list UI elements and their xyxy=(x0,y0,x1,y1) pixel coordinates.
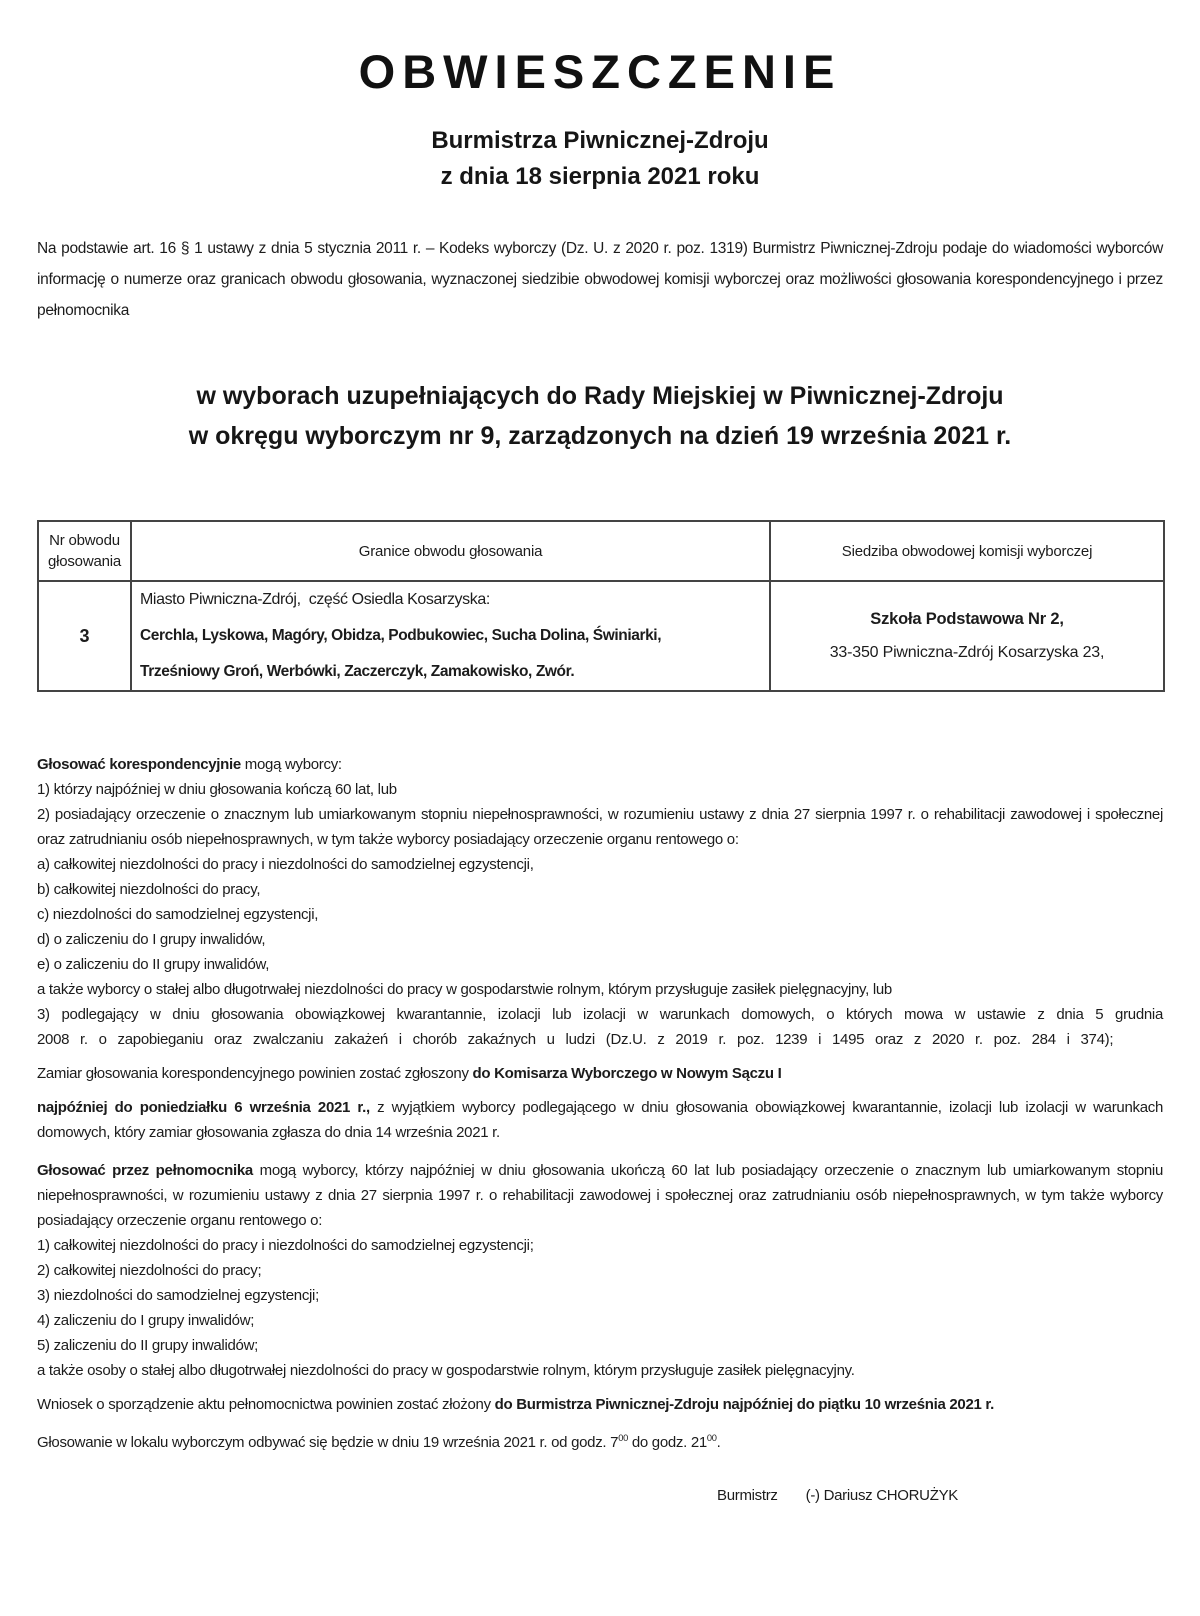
seat-name: Szkoła Podstawowa Nr 2, xyxy=(870,610,1064,628)
subtitle-date: z dnia 18 sierpnia 2021 roku xyxy=(440,163,760,190)
district-boundaries-cell xyxy=(131,581,770,691)
signature-role: Burmistrz xyxy=(717,1487,778,1504)
proxy-lead xyxy=(37,1158,1163,1233)
correspondence-voting-section xyxy=(37,752,1163,1145)
list-item-2: 2) posiadający orzeczenie o znacznym lub umiarkowanym stopniu niepełnosprawności, w rozumieniu ustawy z dnia 27 sierpnia 1997 r. o rehabilitacji zawodowej i społecznej oraz zatrudnianiu osób niepełnosprawnych, w tym także wyborcy posiadający orzeczenie organu rentowego o: xyxy=(37,806,1163,848)
voting-hours-text-2: do godz. 21 xyxy=(627,1434,707,1451)
boundaries-localities-2: Trześniowy Groń, Werbówki, Zaczerczyk, Zamakowisko, Zwór. xyxy=(140,663,575,680)
col-header-district-number: Nr obwodu głosowania xyxy=(38,521,131,581)
list-item-3: 3) podlegający w dniu głosowania obowiązkowej kwarantannie, izolacji lub izolacji w warunkach domowych, o których mowa w ustawie z dnia 5 grudnia 2008 r. o zapobieganiu oraz zwalczaniu zakażeń i chorób zakaźnych u ludzi (Dz.U. z 2019 r. poz. 1239 i 1495 oraz z 2020 r. poz. 284 i 374); xyxy=(37,1006,1163,1048)
correspondence-lead-bold: Głosować korespondencyjnie xyxy=(37,756,241,773)
table-header-row xyxy=(38,521,1164,581)
proxy-request-line xyxy=(37,1392,1163,1417)
col-header-boundaries: Granice obwodu głosowania xyxy=(131,521,770,581)
list-item-e: e) o zaliczeniu do II grupy inwalidów, xyxy=(37,956,270,973)
signature-name: (-) Dariusz CHORUŻYK xyxy=(805,1487,958,1504)
election-heading-line2: w okręgu wyborczym nr 9, zarządzonych na dzień 19 września 2021 r. xyxy=(188,422,1012,450)
voting-hours-line xyxy=(37,1430,1163,1455)
proxy-farm-workers-note: a także osoby o stałej albo długotrwałej niezdolności do pracy w gospodarstwie rolnym, którym przysługuje zasiłek pielęgnacyjny. xyxy=(37,1362,855,1379)
document-title: OBWIESZCZENIE xyxy=(358,45,842,98)
subtitle-issuer: Burmistrza Piwnicznej-Zdroju xyxy=(431,127,769,154)
signature-line xyxy=(37,1483,1163,1508)
farm-workers-note: a także wyborcy o stałej albo długotrwałej niezdolności do pracy w gospodarstwie rolnym, którym przysługuje zasiłek pielęgnacyjny, lub xyxy=(37,981,892,998)
announcement-document xyxy=(0,44,1200,1508)
list-item-a: a) całkowitej niezdolności do pracy i niezdolności do samodzielnej egzystencji, xyxy=(37,856,534,873)
correspondence-lead-rest: mogą wyborcy: xyxy=(240,756,342,773)
polling-district-table xyxy=(37,520,1165,692)
deadline-paragraph xyxy=(37,1095,1163,1145)
list-item-b: b) całkowitej niezdolności do pracy, xyxy=(37,881,261,898)
proxy-lead-bold: Głosować przez pełnomocnika xyxy=(37,1162,253,1179)
commission-seat-cell xyxy=(770,581,1164,691)
proxy-item-2: 2) całkowitej niezdolności do pracy; xyxy=(37,1262,262,1279)
election-heading xyxy=(37,376,1163,456)
proxy-lead-rest: mogą wyborcy, którzy najpóźniej w dniu głosowania ukończą 60 lat lub posiadający orzeczenie o znacznym lub umiarkowanym stopniu niepełnosprawności, w rozumieniu ustawy z dnia 27 sierpnia 1997 r. o rehabilitacji zawodowej i społecznej oraz zatrudnianiu osób niepełnosprawnych, w tym także wyborcy posiadający orzeczenie organu rentowego o: xyxy=(37,1162,1163,1229)
proxy-voting-section xyxy=(37,1158,1163,1508)
voting-hours-text-3: . xyxy=(716,1434,721,1451)
list-item-d: d) o zaliczeniu do I grupy inwalidów, xyxy=(37,931,266,948)
correspondence-lead xyxy=(37,752,1163,777)
deadline-bold-text: najpóźniej do poniedziałku 6 września 2021 r., xyxy=(37,1099,370,1116)
intro-paragraph: Na podstawie art. 16 § 1 ustawy z dnia 5 stycznia 2011 r. – Kodeks wyborczy (Dz. U. z 2020 r. poz. 1319) Burmistrz Piwnicznej-Zdroju podaje do wiadomości wyborców informację o numerze oraz granicach obwodu głosowania, wyznaczonej siedzibie obwodowej komisji wyborczej oraz możliwości głosowania korespondencyjnego i przez pełnomocnika xyxy=(37,240,1163,319)
boundaries-intro: Miasto Piwniczna-Zdrój, część Osiedla Kosarzyska: xyxy=(140,591,490,608)
list-item-1: 1) którzy najpóźniej w dniu głosowania kończą 60 lat, lub xyxy=(37,781,397,798)
document-subtitle xyxy=(37,123,1163,195)
intent-declaration-line xyxy=(37,1061,1163,1086)
district-number-cell: 3 xyxy=(38,581,131,691)
table-row xyxy=(38,581,1164,691)
voting-hours-sup-2: 00 xyxy=(706,1433,717,1443)
list-item-c: c) niezdolności do samodzielnej egzystencji, xyxy=(37,906,319,923)
proxy-request-regular: Wniosek o sporządzenie aktu pełnomocnictwa powinien zostać złożony xyxy=(37,1396,495,1413)
proxy-item-4: 4) zaliczeniu do I grupy inwalidów; xyxy=(37,1312,255,1329)
proxy-item-5: 5) zaliczeniu do II grupy inwalidów; xyxy=(37,1337,258,1354)
col-header-commission-seat: Siedziba obwodowej komisji wyborczej xyxy=(770,521,1164,581)
deadline-rest-text: z wyjątkiem wyborcy podlegającego w dniu głosowania obowiązkowej kwarantannie, izolacji lub izolacji w warunkach domowych, który zamiar głosowania zgłasza do dnia 14 września 2021 r. xyxy=(37,1099,1163,1141)
proxy-item-1: 1) całkowitej niezdolności do pracy i niezdolności do samodzielnej egzystencji; xyxy=(37,1237,534,1254)
voting-hours-sup-1: 00 xyxy=(618,1433,628,1443)
election-heading-line1: w wyborach uzupełniających do Rady Miejskiej w Piwnicznej-Zdroju xyxy=(196,382,1004,410)
intent-bold-text: do Komisarza Wyborczego w Nowym Sączu I xyxy=(472,1065,782,1082)
intent-regular-text: Zamiar głosowania korespondencyjnego powinien zostać zgłoszony xyxy=(37,1065,473,1082)
seat-address: 33-350 Piwniczna-Zdrój Kosarzyska 23, xyxy=(829,644,1105,661)
proxy-request-bold: do Burmistrza Piwnicznej-Zdroju najpóźniej do piątku 10 września 2021 r. xyxy=(494,1396,995,1413)
boundaries-localities-1: Cerchla, Lyskowa, Magóry, Obidza, Podbukowiec, Sucha Dolina, Świniarki, xyxy=(140,627,662,644)
voting-hours-text-1: Głosowanie w lokalu wyborczym odbywać się będzie w dniu 19 września 2021 r. od godz. 7 xyxy=(37,1434,619,1451)
proxy-item-3: 3) niezdolności do samodzielnej egzystencji; xyxy=(37,1287,319,1304)
